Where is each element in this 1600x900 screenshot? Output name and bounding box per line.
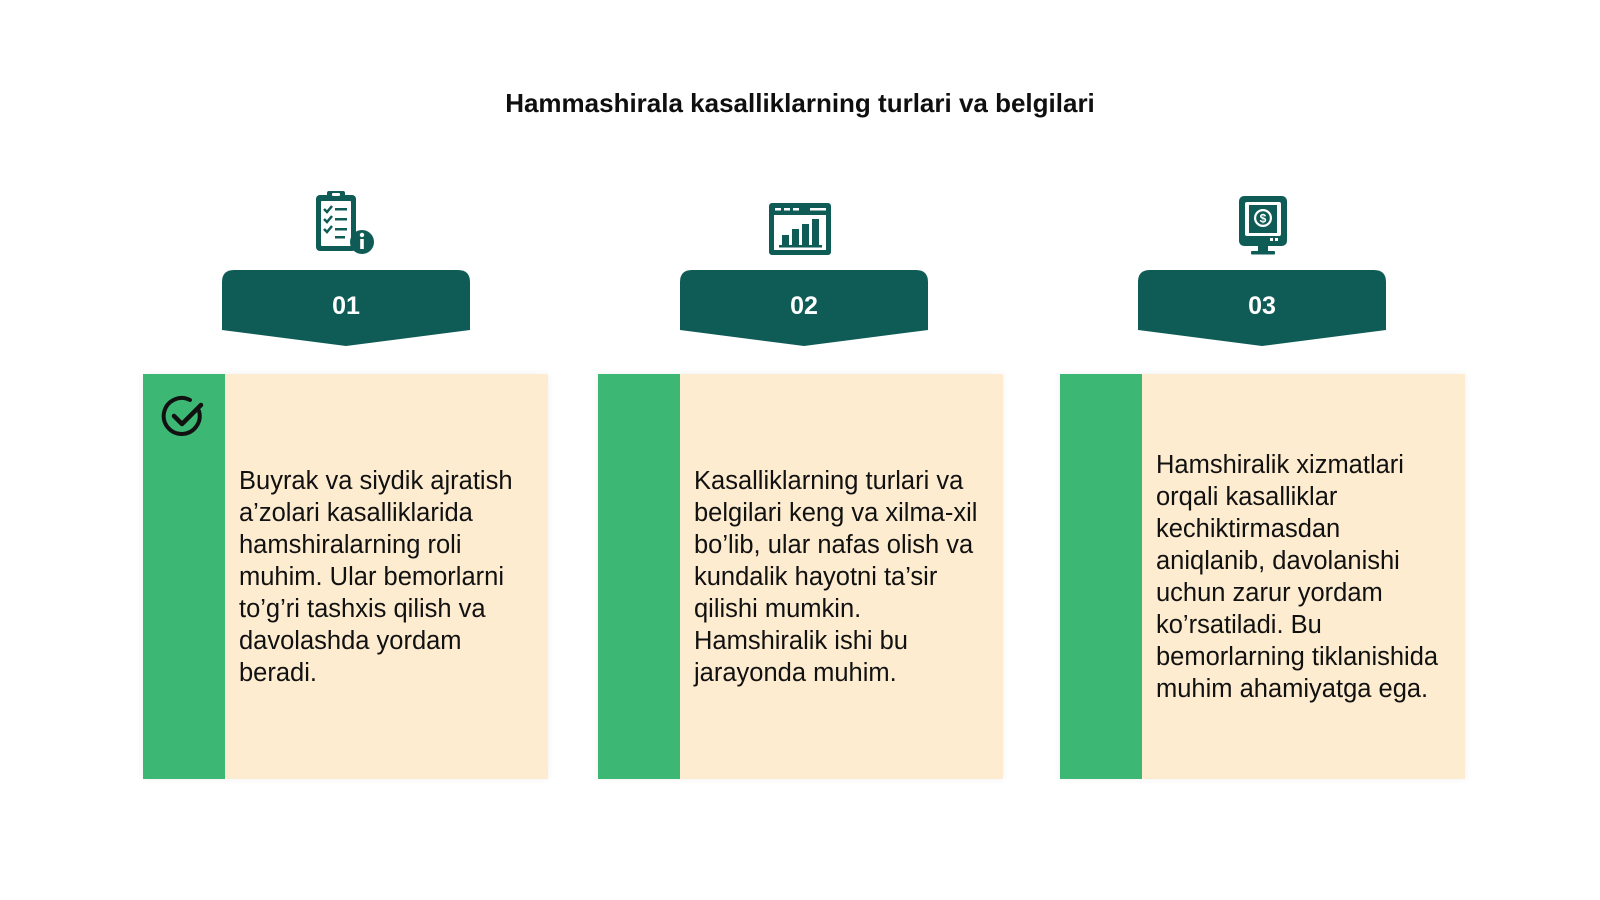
- step-banner-03: [1138, 270, 1386, 350]
- step-description: Hamshiralik xizmatlari orqali kasalliklar kechiktirmasdan aniqlanib, davolanishi uchun zarur yordam ko’rsatiladi. Bu bemorlarning tiklanishida muhim ahamiyatga ega.: [1156, 450, 1439, 703]
- page-title: Hammashirala kasalliklarning turlari va belgilari: [505, 88, 1095, 118]
- step-number: 03: [1248, 292, 1276, 320]
- step-number: 02: [790, 292, 818, 320]
- step-banner-02: [680, 270, 928, 350]
- dashboard-chart-icon: [765, 193, 835, 263]
- svg-text:$: $: [1259, 211, 1267, 226]
- step-card-03: [1060, 374, 1465, 779]
- check-circle-icon: [161, 394, 207, 440]
- clipboard-info-icon: [310, 188, 380, 258]
- step-card-01: [143, 374, 548, 779]
- monitor-dollar-icon: [1228, 190, 1298, 260]
- accent-strip: [1060, 374, 1142, 779]
- step-banner-01: [222, 270, 470, 350]
- step-description: Buyrak va siydik ajratish a’zolari kasalliklarida hamshiralarning roli muhim. Ular bemorlarni to’g’ri tashxis qilish va davolashda yordam beradi.: [239, 466, 513, 687]
- step-description: Kasalliklarning turlari va belgilari keng va xilma-xil bo’lib, ular nafas olish va kundalik hayotni ta’sir qilishi mumkin. Hamshiralik ishi bu jarayonda muhim.: [694, 466, 978, 687]
- accent-strip: [598, 374, 680, 779]
- step-card-02: [598, 374, 1003, 779]
- step-number: 01: [332, 292, 360, 320]
